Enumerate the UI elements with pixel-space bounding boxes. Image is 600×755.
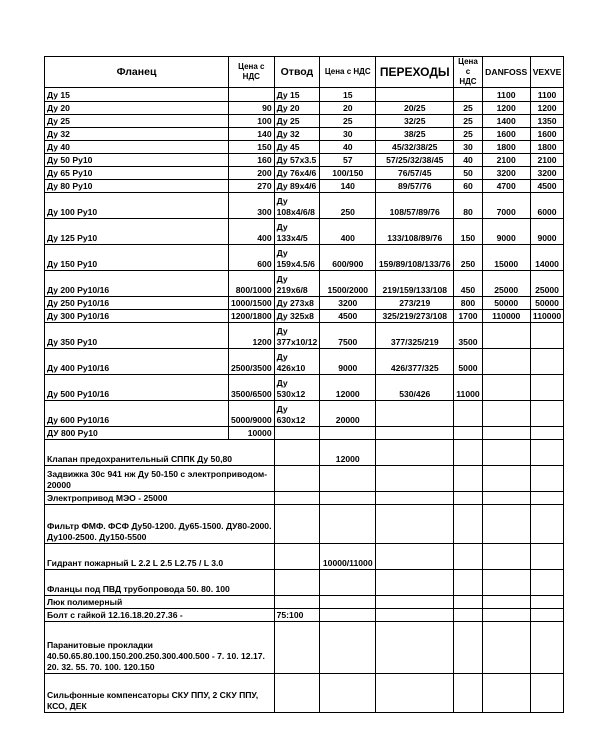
table-row — [45, 141, 564, 154]
bend-price-cell: 12000 — [320, 440, 376, 466]
danfoss-cell: 9000 — [482, 219, 530, 245]
table-row — [45, 401, 564, 427]
table-row — [45, 505, 564, 544]
vexve-cell — [530, 544, 564, 570]
transition-price-cell: 150 — [454, 219, 482, 245]
table-row — [45, 102, 564, 115]
danfoss-cell — [482, 323, 530, 349]
danfoss-cell — [482, 596, 530, 609]
table-row — [45, 88, 564, 102]
vexve-cell — [530, 570, 564, 596]
danfoss-cell — [482, 674, 530, 713]
vexve-cell: 1600 — [530, 128, 564, 141]
transition-price-cell — [454, 401, 482, 427]
flange-cell: Ду 125 Ру10 — [45, 219, 229, 245]
flange-cell: ДУ 800 Ру10 — [45, 427, 229, 440]
table-row — [45, 323, 564, 349]
bend-cell: Ду 630x12 — [274, 401, 320, 427]
table-row — [45, 310, 564, 323]
table-row — [45, 375, 564, 401]
danfoss-cell — [482, 427, 530, 440]
transition-cell: 20/25 — [376, 102, 454, 115]
vexve-cell — [530, 323, 564, 349]
vexve-cell: 1200 — [530, 102, 564, 115]
bend-cell: Ду 133x4/5 — [274, 219, 320, 245]
danfoss-cell: 1400 — [482, 115, 530, 128]
transition-cell — [376, 609, 454, 622]
flange-cell: Ду 400 Ру10/16 — [45, 349, 229, 375]
bend-price-cell: 25 — [320, 115, 376, 128]
transition-price-cell: 250 — [454, 245, 482, 271]
table-row — [45, 609, 564, 622]
bend-price-cell — [320, 427, 376, 440]
flange-header: Фланец — [45, 57, 229, 88]
vexve-cell: 6000 — [530, 193, 564, 219]
bend-cell: Ду 377x10/12 — [274, 323, 320, 349]
bend-cell — [274, 492, 320, 505]
bend-price-cell: 3200 — [320, 297, 376, 310]
bend-cell: Ду 45 — [274, 141, 320, 154]
item-label-cell: Сильфонные компенсаторы СКУ ППУ, 2 СКУ ППУ, КСО, ДЕК — [45, 674, 275, 713]
vexve-cell: 1100 — [530, 88, 564, 102]
table-row — [45, 219, 564, 245]
bend-price-cell: 1500/2000 — [320, 271, 376, 297]
transition-price-cell: 60 — [454, 180, 482, 193]
flange-cell: Ду 32 — [45, 128, 229, 141]
vexve-cell: 4500 — [530, 180, 564, 193]
danfoss-cell — [482, 401, 530, 427]
flange-cell: Ду 25 — [45, 115, 229, 128]
bend-price-cell — [320, 622, 376, 674]
transition-cell — [376, 401, 454, 427]
danfoss-cell — [482, 570, 530, 596]
transition-price-cell — [454, 674, 482, 713]
bend-price-cell — [320, 570, 376, 596]
danfoss-cell: 1100 — [482, 88, 530, 102]
vexve-cell: 9000 — [530, 219, 564, 245]
flange-price-cell: 90 — [229, 102, 275, 115]
table-row — [45, 349, 564, 375]
transition-price-cell — [454, 544, 482, 570]
danfoss-cell: 4700 — [482, 180, 530, 193]
table-row — [45, 596, 564, 609]
vexve-cell — [530, 492, 564, 505]
vexve-cell: 25000 — [530, 271, 564, 297]
vexve-cell — [530, 622, 564, 674]
table-row — [45, 622, 564, 674]
flange-cell: Ду 500 Ру10/16 — [45, 375, 229, 401]
flange-price-cell: 1200 — [229, 323, 275, 349]
flange-cell: Ду 250 Ру10/16 — [45, 297, 229, 310]
bend-cell: Ду 108x4/6/8 — [274, 193, 320, 219]
flange-price-cell: 800/1000 — [229, 271, 275, 297]
flange-price-cell: 10000 — [229, 427, 275, 440]
vexve-cell — [530, 349, 564, 375]
bend-cell — [274, 466, 320, 492]
transition-price-cell — [454, 570, 482, 596]
vexve-cell — [530, 427, 564, 440]
item-label-cell: Паранитовые прокладки 40.50.65.80.100.150.200.250.300.400.500 - 7. 10. 12.17. 20. 32. 55. 70. 100. 120.150 — [45, 622, 275, 674]
flange-cell: Ду 40 — [45, 141, 229, 154]
table-row — [45, 492, 564, 505]
flange-cell: Ду 100 Ру10 — [45, 193, 229, 219]
transition-price-cell: 11000 — [454, 375, 482, 401]
danfoss-cell: 25000 — [482, 271, 530, 297]
item-label-cell: Фланцы под ПВД трубопровода 50. 80. 100 — [45, 570, 275, 596]
transition-cell: 530/426 — [376, 375, 454, 401]
bend-price-cell — [320, 466, 376, 492]
danfoss-cell: 1600 — [482, 128, 530, 141]
bend-price-cell — [320, 674, 376, 713]
transition-cell: 377/325/219 — [376, 323, 454, 349]
danfoss-cell: 2100 — [482, 154, 530, 167]
flange-cell: Ду 150 Ру10 — [45, 245, 229, 271]
table-row — [45, 154, 564, 167]
transition-price-cell: 3500 — [454, 323, 482, 349]
bend-cell: Ду 89x4/6 — [274, 180, 320, 193]
bend-cell: Ду 530x12 — [274, 375, 320, 401]
transition-price-cell — [454, 505, 482, 544]
danfoss-cell — [482, 375, 530, 401]
bend-cell: Ду 426x10 — [274, 349, 320, 375]
transition-cell — [376, 570, 454, 596]
transition-cell — [376, 622, 454, 674]
flange-price-cell: 270 — [229, 180, 275, 193]
vexve-cell — [530, 596, 564, 609]
transition-cell — [376, 505, 454, 544]
bend-cell: Ду 76x4/6 — [274, 167, 320, 180]
bend-cell: Ду 219x6/8 — [274, 271, 320, 297]
transition-cell — [376, 427, 454, 440]
item-label-cell: Болт с гайкой 12.16.18.20.27.36 - — [45, 609, 275, 622]
flange-price-cell: 3500/6500 — [229, 375, 275, 401]
vexve-cell — [530, 375, 564, 401]
vexve-cell: 2100 — [530, 154, 564, 167]
danfoss-cell: 50000 — [482, 297, 530, 310]
transition-price-cell: 25 — [454, 102, 482, 115]
flange-cell: Ду 50 Ру10 — [45, 154, 229, 167]
flange-price-cell: 300 — [229, 193, 275, 219]
item-label-cell: Задвижка 30с 941 нж Ду 50-150 с электроприводом- 20000 — [45, 466, 275, 492]
bend-price-cell: 7500 — [320, 323, 376, 349]
transition-price-cell — [454, 596, 482, 609]
danfoss-cell — [482, 622, 530, 674]
bend-price-cell — [320, 492, 376, 505]
transition-price-cell — [454, 440, 482, 466]
vexve-cell: 50000 — [530, 297, 564, 310]
bend-cell: Ду 159x4.5/6 — [274, 245, 320, 271]
flange-price-cell: 150 — [229, 141, 275, 154]
bend-price-cell: 40 — [320, 141, 376, 154]
danfoss-cell — [482, 544, 530, 570]
transition-cell: 133/108/89/76 — [376, 219, 454, 245]
danfoss-header: DANFOSS — [482, 57, 530, 88]
vexve-cell — [530, 466, 564, 492]
transition-cell: 76/57/45 — [376, 167, 454, 180]
transition-cell: 45/32/38/25 — [376, 141, 454, 154]
transitions-header: ПЕРЕХОДЫ — [376, 57, 454, 88]
transition-cell: 32/25 — [376, 115, 454, 128]
transition-price-cell — [454, 609, 482, 622]
bend-cell — [274, 427, 320, 440]
vexve-cell: 1350 — [530, 115, 564, 128]
item-label-cell: Люк полимерный — [45, 596, 275, 609]
flange-price-cell — [229, 88, 275, 102]
danfoss-cell: 1800 — [482, 141, 530, 154]
item-label-cell: Электропривод МЭО - 25000 — [45, 492, 275, 505]
transition-cell: 108/57/89/76 — [376, 193, 454, 219]
flange-price-cell: 400 — [229, 219, 275, 245]
danfoss-cell: 7000 — [482, 193, 530, 219]
table-row — [45, 180, 564, 193]
bend-cell: 75:100 — [274, 609, 320, 622]
transition-cell — [376, 440, 454, 466]
flange-cell: Ду 350 Ру10 — [45, 323, 229, 349]
table-row — [45, 674, 564, 713]
bend-price-cell: 9000 — [320, 349, 376, 375]
bend-price-cell: 600/900 — [320, 245, 376, 271]
table-row — [45, 570, 564, 596]
price-table — [44, 56, 564, 713]
transition-cell: 325/219/273/108 — [376, 310, 454, 323]
bend-cell: Ду 20 — [274, 102, 320, 115]
danfoss-cell — [482, 505, 530, 544]
transition-price-cell — [454, 466, 482, 492]
transition-price-cell — [454, 427, 482, 440]
flange-cell: Ду 200 Ру10/16 — [45, 271, 229, 297]
vexve-cell — [530, 440, 564, 466]
table-row — [45, 128, 564, 141]
table-row — [45, 193, 564, 219]
bend-cell — [274, 505, 320, 544]
transition-price-cell: 1700 — [454, 310, 482, 323]
table-row — [45, 167, 564, 180]
flange-price-cell: 160 — [229, 154, 275, 167]
bend-cell: Ду 325x8 — [274, 310, 320, 323]
price-header: Цена с НДС — [229, 57, 275, 88]
flange-price-cell: 5000/9000 — [229, 401, 275, 427]
transition-price-cell: 50 — [454, 167, 482, 180]
bend-price-cell — [320, 505, 376, 544]
bend-cell: Ду 32 — [274, 128, 320, 141]
danfoss-cell: 3200 — [482, 167, 530, 180]
bend-cell: Ду 25 — [274, 115, 320, 128]
table-row — [45, 245, 564, 271]
flange-price-cell: 1000/1500 — [229, 297, 275, 310]
bend-price-cell: 250 — [320, 193, 376, 219]
vexve-cell: 14000 — [530, 245, 564, 271]
vexve-cell — [530, 609, 564, 622]
bend-cell — [274, 544, 320, 570]
transition-cell: 89/57/76 — [376, 180, 454, 193]
transition-price-cell: 40 — [454, 154, 482, 167]
transition-price-cell: 25 — [454, 115, 482, 128]
bend-cell: Ду 273x8 — [274, 297, 320, 310]
bend-cell — [274, 440, 320, 466]
transition-price-cell: 800 — [454, 297, 482, 310]
transition-cell — [376, 88, 454, 102]
bend-price-cell: 100/150 — [320, 167, 376, 180]
table-row — [45, 544, 564, 570]
vexve-cell: 3200 — [530, 167, 564, 180]
danfoss-cell — [482, 349, 530, 375]
flange-cell: Ду 80 Ру10 — [45, 180, 229, 193]
flange-cell: Ду 20 — [45, 102, 229, 115]
flange-price-cell: 200 — [229, 167, 275, 180]
table-row — [45, 440, 564, 466]
transition-cell — [376, 544, 454, 570]
bend-price-cell — [320, 609, 376, 622]
price-header: Цена с НДС — [454, 57, 482, 88]
transition-price-cell — [454, 622, 482, 674]
transition-price-cell: 80 — [454, 193, 482, 219]
bend-cell — [274, 570, 320, 596]
bend-price-cell: 140 — [320, 180, 376, 193]
flange-price-cell: 1200/1800 — [229, 310, 275, 323]
danfoss-cell: 1200 — [482, 102, 530, 115]
danfoss-cell: 15000 — [482, 245, 530, 271]
transition-cell — [376, 674, 454, 713]
transition-cell: 219/159/133/108 — [376, 271, 454, 297]
transition-cell — [376, 596, 454, 609]
header-row — [45, 57, 564, 88]
vexve-cell — [530, 505, 564, 544]
transition-cell: 159/89/108/133/76 — [376, 245, 454, 271]
transition-cell: 426/377/325 — [376, 349, 454, 375]
bend-price-cell — [320, 596, 376, 609]
transition-price-cell — [454, 492, 482, 505]
bend-price-cell: 20 — [320, 102, 376, 115]
danfoss-cell: 110000 — [482, 310, 530, 323]
table-row — [45, 297, 564, 310]
transition-price-cell: 25 — [454, 128, 482, 141]
bend-cell — [274, 622, 320, 674]
table-row — [45, 115, 564, 128]
bend-cell — [274, 596, 320, 609]
transition-cell — [376, 466, 454, 492]
bend-header: Отвод — [274, 57, 320, 88]
transition-price-cell: 5000 — [454, 349, 482, 375]
table-row — [45, 466, 564, 492]
item-label-cell: Гидрант пожарный L 2.2 L 2.5 L2.75 / L 3.0 — [45, 544, 275, 570]
bend-cell: Ду 15 — [274, 88, 320, 102]
flange-cell: Ду 300 Ру10/16 — [45, 310, 229, 323]
vexve-cell: 1800 — [530, 141, 564, 154]
bend-price-cell: 10000/11000 — [320, 544, 376, 570]
flange-cell: Ду 15 — [45, 88, 229, 102]
bend-price-cell: 4500 — [320, 310, 376, 323]
vexve-header: VEXVE — [530, 57, 564, 88]
danfoss-cell — [482, 466, 530, 492]
transition-cell: 38/25 — [376, 128, 454, 141]
bend-price-cell: 57 — [320, 154, 376, 167]
vexve-cell — [530, 674, 564, 713]
flange-cell: Ду 65 Ру10 — [45, 167, 229, 180]
table-row — [45, 271, 564, 297]
item-label-cell: Клапан предохранительный СППК Ду 50,80 — [45, 440, 275, 466]
item-label-cell: Фильтр ФМФ. ФСФ Ду50-1200. Ду65-1500. ДУ80-2000. Ду100-2500. Ду150-5500 — [45, 505, 275, 544]
flange-price-cell: 2500/3500 — [229, 349, 275, 375]
bend-cell: Ду 57x3.5 — [274, 154, 320, 167]
danfoss-cell — [482, 609, 530, 622]
flange-price-cell: 100 — [229, 115, 275, 128]
transition-cell: 57/25/32/38/45 — [376, 154, 454, 167]
bend-cell — [274, 674, 320, 713]
bend-price-cell: 20000 — [320, 401, 376, 427]
vexve-cell — [530, 401, 564, 427]
transition-cell — [376, 492, 454, 505]
transition-price-cell — [454, 88, 482, 102]
danfoss-cell — [482, 440, 530, 466]
flange-cell: Ду 600 Ру10/16 — [45, 401, 229, 427]
transition-price-cell: 30 — [454, 141, 482, 154]
transition-price-cell: 450 — [454, 271, 482, 297]
bend-price-cell: 15 — [320, 88, 376, 102]
table-row — [45, 427, 564, 440]
danfoss-cell — [482, 492, 530, 505]
flange-price-cell: 140 — [229, 128, 275, 141]
price-header: Цена с НДС — [320, 57, 376, 88]
bend-price-cell: 30 — [320, 128, 376, 141]
transition-cell: 273/219 — [376, 297, 454, 310]
bend-price-cell: 400 — [320, 219, 376, 245]
vexve-cell: 110000 — [530, 310, 564, 323]
flange-price-cell: 600 — [229, 245, 275, 271]
bend-price-cell: 12000 — [320, 375, 376, 401]
